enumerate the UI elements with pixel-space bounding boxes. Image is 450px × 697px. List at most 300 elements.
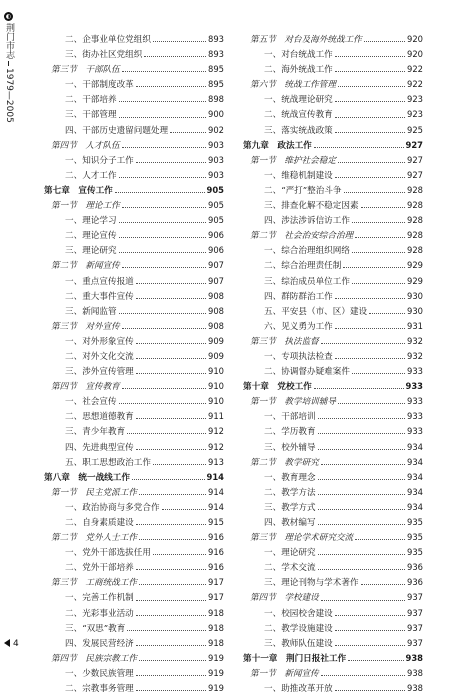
dot-leader bbox=[321, 600, 405, 601]
toc-entry-page: 913 bbox=[208, 456, 224, 467]
toc-entry-section bbox=[44, 530, 224, 545]
toc-entry-title: 第四节 宣传教育 bbox=[51, 382, 120, 393]
toc-entry-title: 第一节 民主党派工作 bbox=[51, 487, 137, 498]
toc-entry-title: 一、社会宣传 bbox=[65, 397, 117, 408]
toc-entry-page: 930 bbox=[407, 290, 423, 301]
dot-leader bbox=[119, 313, 206, 314]
toc-entry-section bbox=[44, 198, 224, 213]
dot-leader bbox=[361, 584, 405, 585]
toc-entry-page: 905 bbox=[208, 215, 224, 226]
toc-entry-page: 933 bbox=[407, 366, 423, 377]
toc-entry-title: 第四节 民族宗教工作 bbox=[51, 653, 137, 664]
toc-entry-page: 917 bbox=[208, 592, 224, 603]
dot-leader bbox=[122, 328, 206, 329]
dot-leader bbox=[321, 675, 405, 676]
toc-entry-sub bbox=[44, 349, 224, 364]
dot-leader bbox=[335, 132, 405, 133]
toc-entry-title: 四、涉法涉诉信访工作 bbox=[264, 216, 350, 227]
dot-leader bbox=[136, 86, 206, 87]
toc-entry-page: 905 bbox=[208, 200, 224, 211]
toc-entry-section bbox=[44, 575, 224, 590]
dot-leader bbox=[321, 464, 405, 465]
toc-entry-page: 933 bbox=[407, 426, 423, 437]
toc-entry-sub bbox=[243, 349, 423, 364]
toc-entry-sub bbox=[44, 168, 224, 183]
toc-entry-title: 一、少数民族管理 bbox=[65, 668, 134, 679]
toc-entry-sub bbox=[243, 485, 423, 500]
toc-entry-section bbox=[44, 379, 224, 394]
toc-entry-page: 937 bbox=[407, 607, 423, 618]
dot-leader bbox=[355, 539, 405, 540]
toc-entry-sub bbox=[44, 394, 224, 409]
toc-entry-title: 一、理论研究 bbox=[264, 548, 316, 559]
toc-entry-sub bbox=[44, 92, 224, 107]
toc-entry-page: 916 bbox=[208, 547, 224, 558]
toc-entry-page: 934 bbox=[407, 471, 423, 482]
dot-leader bbox=[162, 509, 206, 510]
toc-entry-title: 二、思想道德教育 bbox=[65, 412, 134, 423]
toc-entry-title: 二、自身素质建设 bbox=[65, 518, 134, 528]
toc-entry-title: 一、综合治理组织网络 bbox=[264, 246, 350, 257]
dot-leader bbox=[136, 343, 206, 344]
toc-entry-title: 三、落实统战政策 bbox=[264, 125, 333, 136]
toc-entry-page: 914 bbox=[208, 486, 224, 497]
toc-entry-page: 927 bbox=[407, 154, 423, 165]
toc-column-left bbox=[44, 32, 224, 696]
dot-leader bbox=[119, 222, 206, 223]
toc-entry-sub bbox=[44, 560, 224, 575]
dot-leader bbox=[364, 41, 405, 42]
toc-entry-sub bbox=[243, 304, 423, 319]
toc-entry-title: 第十一章 荆门日报社工作 bbox=[243, 653, 347, 664]
dot-leader bbox=[136, 675, 206, 676]
toc-entry-sub bbox=[44, 123, 224, 138]
toc-entry-title: 一、政治协商与多党合作 bbox=[65, 502, 160, 513]
toc-entry-section bbox=[44, 138, 224, 153]
toc-entry-page: 915 bbox=[208, 517, 224, 527]
toc-entry-page: 895 bbox=[208, 64, 224, 75]
dot-leader bbox=[136, 600, 206, 601]
toc-entry-sub bbox=[44, 364, 224, 379]
toc-entry-title: 一、知识分子工作 bbox=[65, 155, 134, 166]
toc-entry-page: 906 bbox=[208, 230, 224, 241]
toc-entry-page: 919 bbox=[208, 667, 224, 678]
toc-entry-sub bbox=[243, 575, 423, 590]
toc-entry-page: 917 bbox=[208, 577, 224, 588]
toc-entry-title: 一、对台统战工作 bbox=[264, 50, 333, 61]
toc-entry-title: 二、人才工作 bbox=[65, 170, 117, 181]
toc-entry-page: 898 bbox=[208, 94, 224, 105]
toc-entry-title: 五、平安县（市、区）建设 bbox=[264, 306, 368, 317]
toc-entry-section bbox=[44, 258, 224, 273]
toc-entry-sub bbox=[44, 77, 224, 92]
toc-entry-title: 三、干部管理 bbox=[65, 110, 117, 121]
toc-entry-page: 933 bbox=[407, 396, 423, 407]
toc-entry-title: 一、统战理论研究 bbox=[264, 95, 333, 106]
toc-entry-sub bbox=[44, 243, 224, 258]
header-divider bbox=[8, 61, 9, 66]
toc-entry-page: 931 bbox=[407, 320, 423, 331]
dot-leader bbox=[136, 283, 206, 284]
dot-leader bbox=[338, 403, 405, 404]
toc-entry-sub bbox=[243, 183, 423, 198]
toc-entry-title: 第三节 理论学术研究交流 bbox=[250, 533, 354, 544]
dot-leader bbox=[314, 388, 404, 389]
toc-entry-page: 928 bbox=[407, 184, 423, 195]
dot-leader bbox=[119, 101, 206, 102]
dot-leader bbox=[335, 358, 405, 359]
toc-entry-sub bbox=[44, 515, 224, 530]
toc-entry-sub bbox=[243, 62, 423, 77]
toc-entry-sub bbox=[44, 32, 224, 47]
toc-entry-section bbox=[243, 228, 423, 243]
toc-entry-title: 三、校外辅导 bbox=[264, 442, 316, 453]
dot-leader bbox=[119, 252, 206, 253]
toc-entry-sub bbox=[44, 606, 224, 621]
toc-entry-page: 937 bbox=[407, 637, 423, 648]
toc-entry-page: 918 bbox=[208, 622, 224, 633]
dot-leader bbox=[119, 117, 206, 118]
toc-entry-title: 第五节 对台及海外统战工作 bbox=[250, 35, 362, 45]
toc-entry-chapter bbox=[243, 651, 423, 666]
dot-leader bbox=[318, 494, 405, 495]
toc-entry-title: 一、对外形象宣传 bbox=[65, 336, 134, 347]
toc-entry-sub bbox=[243, 198, 423, 213]
toc-entry-page: 922 bbox=[407, 64, 423, 75]
toc-entry-page: 923 bbox=[407, 94, 423, 105]
toc-entry-page: 914 bbox=[206, 471, 224, 482]
toc-entry-sub bbox=[243, 107, 423, 122]
toc-entry-page: 937 bbox=[407, 622, 423, 633]
dot-leader bbox=[318, 509, 405, 510]
toc-entry-title: 三、新闻监管 bbox=[65, 306, 117, 317]
dot-leader bbox=[136, 358, 206, 359]
toc-entry-sub bbox=[44, 409, 224, 424]
toc-entry-sub bbox=[243, 424, 423, 439]
toc-entry-sub bbox=[44, 590, 224, 605]
dot-leader bbox=[136, 615, 206, 616]
toc-entry-title: 第八章 统一战线工作 bbox=[44, 472, 130, 483]
toc-entry-title: 四、先进典型宣传 bbox=[65, 442, 134, 453]
toc-entry-page: 935 bbox=[407, 532, 423, 543]
dot-leader bbox=[122, 207, 206, 208]
toc-entry-page: 935 bbox=[407, 547, 423, 558]
dot-leader bbox=[318, 524, 405, 525]
toc-entry-sub bbox=[243, 515, 423, 530]
dot-leader bbox=[153, 41, 206, 42]
toc-entry-page: 936 bbox=[407, 577, 423, 588]
toc-entry-sub bbox=[44, 455, 224, 470]
toc-entry-page: 908 bbox=[208, 305, 224, 316]
toc-entry-title: 一、校园校舍建设 bbox=[264, 608, 333, 619]
dot-leader bbox=[352, 222, 405, 223]
dot-leader bbox=[352, 283, 405, 284]
dot-leader bbox=[335, 101, 405, 102]
toc-entry-section bbox=[243, 394, 423, 409]
dot-leader bbox=[122, 71, 206, 72]
dot-leader bbox=[335, 328, 405, 329]
dot-leader bbox=[335, 645, 405, 646]
dot-leader bbox=[344, 192, 405, 193]
dot-leader bbox=[335, 71, 405, 72]
toc-entry-title: 二、“严打”整治斗争 bbox=[264, 185, 342, 196]
dot-leader bbox=[119, 403, 206, 404]
toc-entry-page: 914 bbox=[208, 501, 224, 512]
toc-entry-title: 一、专项执法检查 bbox=[264, 351, 333, 362]
toc-entry-page: 912 bbox=[208, 426, 224, 437]
toc-entry-sub bbox=[243, 606, 423, 621]
toc-entry-title: 二、统战宣传教育 bbox=[264, 110, 333, 121]
dot-leader bbox=[355, 237, 405, 238]
toc-entry-title: 第二节 社会治安综合治理 bbox=[250, 231, 354, 242]
dot-leader bbox=[348, 660, 403, 661]
toc-column-right bbox=[243, 32, 423, 696]
toc-entry-page: 934 bbox=[407, 456, 423, 467]
page-number-text: 4 bbox=[13, 639, 19, 649]
toc-entry-section bbox=[243, 334, 423, 349]
dot-leader bbox=[321, 343, 405, 344]
toc-entry-page: 907 bbox=[208, 275, 224, 286]
toc-entry-title: 三、理论刊物与学术著作 bbox=[264, 578, 359, 589]
dot-leader bbox=[136, 418, 206, 419]
toc-entry-sub bbox=[44, 274, 224, 289]
toc-entry-page: 906 bbox=[208, 245, 224, 256]
toc-entry-title: 三、教师队伍建设 bbox=[264, 638, 333, 649]
toc-entry-page: 938 bbox=[407, 667, 423, 678]
book-years: 1979—2005 bbox=[4, 68, 14, 123]
toc-entry-sub bbox=[243, 289, 423, 304]
dot-leader bbox=[335, 630, 405, 631]
toc-entry-chapter bbox=[44, 183, 224, 198]
toc-entry-page: 935 bbox=[407, 517, 423, 527]
toc-entry-sub bbox=[44, 621, 224, 636]
dot-leader bbox=[335, 177, 405, 178]
toc-entry-section bbox=[243, 77, 423, 92]
dot-leader bbox=[369, 313, 405, 314]
toc-entry-page: 905 bbox=[206, 184, 224, 195]
dot-leader bbox=[335, 117, 405, 118]
dot-leader bbox=[343, 267, 405, 268]
toc-entry-title: 四、发展民营经济 bbox=[65, 638, 134, 649]
toc-entry-sub bbox=[243, 440, 423, 455]
toc-entry-sub bbox=[243, 409, 423, 424]
toc-entry-page: 934 bbox=[407, 501, 423, 512]
dot-leader bbox=[338, 86, 405, 87]
dot-leader bbox=[127, 433, 206, 434]
toc-entry-title: 一、助推改革开放 bbox=[264, 684, 333, 695]
toc-entry-title: 第一节 理论工作 bbox=[51, 201, 120, 212]
toc-entry-title: 六、见义勇为工作 bbox=[264, 321, 333, 332]
toc-entry-title: 四、群防群治工作 bbox=[264, 291, 333, 302]
toc-entry-page: 927 bbox=[405, 139, 423, 150]
toc-entry-title: 二、综合治理责任制 bbox=[264, 261, 342, 272]
toc-entry-title: 第十章 党校工作 bbox=[243, 382, 312, 393]
toc-entry-page: 903 bbox=[208, 139, 224, 150]
toc-entry-page: 908 bbox=[208, 320, 224, 331]
dot-leader bbox=[139, 539, 206, 540]
toc-entry-page: 929 bbox=[407, 275, 423, 286]
toc-entry-page: 910 bbox=[208, 381, 224, 392]
dot-leader bbox=[139, 660, 206, 661]
toc-entry-page: 928 bbox=[407, 245, 423, 256]
dot-leader bbox=[132, 479, 205, 480]
toc-entry-title: 第一节 维护社会稳定 bbox=[250, 155, 336, 166]
toc-entry-page: 919 bbox=[208, 683, 224, 694]
toc-entry-section bbox=[44, 485, 224, 500]
toc-entry-sub bbox=[44, 440, 224, 455]
toc-entry-page: 910 bbox=[208, 366, 224, 377]
toc-entry-sub bbox=[44, 304, 224, 319]
toc-entry-sub bbox=[243, 470, 423, 485]
toc-entry-title: 第二节 教学研究 bbox=[250, 457, 319, 468]
toc-entry-title: 三、排查化解不稳定因素 bbox=[264, 201, 359, 212]
toc-entry-title: 四、干部历史遗留问题处理 bbox=[65, 125, 169, 136]
toc-entry-page: 937 bbox=[407, 592, 423, 603]
toc-entry-title: 三、教学方式 bbox=[264, 502, 316, 513]
dot-leader bbox=[352, 373, 405, 374]
toc-entry-sub bbox=[44, 228, 224, 243]
toc-entry-page: 909 bbox=[208, 335, 224, 346]
toc-entry-sub bbox=[44, 500, 224, 515]
toc-entry-sub bbox=[44, 213, 224, 228]
toc-entry-page: 910 bbox=[208, 396, 224, 407]
toc-entry-title: 第二节 新闻宣传 bbox=[51, 261, 120, 272]
toc-entry-section bbox=[243, 590, 423, 605]
toc-entry-page: 932 bbox=[407, 350, 423, 361]
dot-leader bbox=[115, 192, 205, 193]
toc-entry-title: 三、青少年教育 bbox=[65, 427, 126, 438]
toc-entry-sub bbox=[44, 545, 224, 560]
toc-entry-title: 二、党外干部培养 bbox=[65, 563, 134, 574]
dot-leader bbox=[136, 449, 206, 450]
toc-entry-sub bbox=[243, 636, 423, 651]
dot-leader bbox=[136, 569, 206, 570]
toc-entry-sub bbox=[44, 424, 224, 439]
toc-entry-title: 二、重大事件宣传 bbox=[65, 291, 134, 302]
toc-entry-page: 938 bbox=[405, 652, 423, 663]
toc-entry-sub bbox=[243, 500, 423, 515]
toc-entry-page: 909 bbox=[208, 350, 224, 361]
toc-entry-title: 第一节 教学培训辅导 bbox=[250, 397, 336, 408]
dot-leader bbox=[136, 162, 206, 163]
dot-leader bbox=[136, 645, 206, 646]
toc-entry-title: 二、学术交流 bbox=[264, 563, 316, 574]
toc-entry-sub bbox=[44, 47, 224, 62]
running-header-side-label bbox=[3, 12, 14, 123]
dot-leader bbox=[338, 162, 405, 163]
toc-entry-page: 918 bbox=[208, 607, 224, 618]
dot-leader bbox=[318, 433, 405, 434]
toc-entry-sub bbox=[44, 289, 224, 304]
toc-entry-sub bbox=[243, 621, 423, 636]
toc-entry-title: 第二节 党外人士工作 bbox=[51, 533, 137, 544]
toc-entry-page: 927 bbox=[407, 169, 423, 180]
toc-entry-sub bbox=[243, 681, 423, 696]
toc-entry-title: 二、理论宣传 bbox=[65, 231, 117, 242]
toc-entry-title: 二、干部培养 bbox=[65, 95, 117, 106]
toc-entry-page: 902 bbox=[208, 124, 224, 135]
toc-entry-title: 二、光彩事业活动 bbox=[65, 608, 134, 619]
toc-entry-title: 第六节 统战工作管理 bbox=[250, 80, 336, 91]
book-logo-icon: ◐ bbox=[5, 13, 12, 20]
toc-entry-page: 893 bbox=[208, 34, 224, 44]
toc-entry-page: 932 bbox=[407, 335, 423, 346]
toc-entry-title: 二、海外统战工作 bbox=[264, 65, 333, 76]
toc-entry-sub bbox=[44, 636, 224, 651]
dot-leader bbox=[318, 569, 405, 570]
toc-entry-chapter bbox=[243, 138, 423, 153]
toc-entry-page: 930 bbox=[407, 305, 423, 316]
toc-entry-sub bbox=[243, 168, 423, 183]
dot-leader bbox=[136, 373, 206, 374]
toc-entry-page: 903 bbox=[208, 169, 224, 180]
toc-entry-sub bbox=[243, 274, 423, 289]
toc-entry-title: 二、学历教育 bbox=[264, 427, 316, 438]
dot-leader bbox=[318, 418, 405, 419]
toc-entry-page: 936 bbox=[407, 562, 423, 573]
toc-entry-page: 895 bbox=[208, 79, 224, 90]
toc-entry-page: 900 bbox=[208, 109, 224, 120]
toc-entry-sub bbox=[243, 123, 423, 138]
toc-entry-title: 四、教材编写 bbox=[264, 518, 316, 528]
toc-entry-page: 923 bbox=[407, 109, 423, 120]
toc-entry-section bbox=[44, 62, 224, 77]
toc-entry-page: 928 bbox=[407, 230, 423, 241]
toc-entry-page: 934 bbox=[407, 441, 423, 452]
dot-leader bbox=[318, 479, 405, 480]
book-title: 荆门市志 bbox=[4, 23, 14, 59]
toc-entry-title: 第三节 执法监督 bbox=[250, 336, 319, 347]
toc-entry-page: 908 bbox=[208, 290, 224, 301]
dot-leader bbox=[136, 298, 206, 299]
dot-leader bbox=[119, 177, 206, 178]
toc-entry-page: 929 bbox=[407, 260, 423, 271]
toc-entry-title: 二、教学方法 bbox=[264, 487, 316, 498]
page-marker-icon bbox=[4, 639, 10, 647]
toc-entry-chapter bbox=[44, 470, 224, 485]
toc-entry-page: 918 bbox=[208, 637, 224, 648]
toc-entry-title: 一、党外干部选拔任用 bbox=[65, 548, 151, 559]
toc-entry-title: 一、重点宣传报道 bbox=[65, 276, 134, 287]
dot-leader bbox=[335, 298, 405, 299]
toc-entry-title: 第九章 政法工作 bbox=[243, 140, 312, 151]
toc-entry-section bbox=[243, 530, 423, 545]
toc-entry-sub bbox=[44, 681, 224, 696]
page-number bbox=[4, 639, 19, 649]
dot-leader bbox=[122, 267, 206, 268]
toc-entry-sub bbox=[243, 545, 423, 560]
toc-entry-page: 920 bbox=[407, 34, 423, 44]
toc-entry-title: 第三节 工商统战工作 bbox=[51, 578, 137, 589]
toc-entry-title: 一、干部培训 bbox=[264, 412, 316, 423]
dot-leader bbox=[170, 132, 206, 133]
toc-entry-title: 三、“双思”教育 bbox=[65, 623, 126, 634]
toc-entry-title: 一、维稳机制建设 bbox=[264, 170, 333, 181]
toc-entry-page: 925 bbox=[407, 124, 423, 135]
toc-entry-title: 一、干部制度改革 bbox=[65, 80, 134, 91]
toc-entry-title: 一、教育理念 bbox=[264, 472, 316, 483]
dot-leader bbox=[318, 449, 405, 450]
toc-entry-title: 第七章 宣传工作 bbox=[44, 185, 113, 196]
toc-entry-title: 第四节 学校建设 bbox=[250, 593, 319, 604]
toc-entry-sub bbox=[243, 243, 423, 258]
toc-entry-page: 919 bbox=[208, 652, 224, 663]
toc-entry-title: 第一节 新闻宣传 bbox=[250, 668, 319, 679]
dot-leader bbox=[335, 690, 405, 691]
toc-entry-page: 911 bbox=[208, 411, 224, 422]
dot-leader bbox=[153, 554, 206, 555]
dot-leader bbox=[144, 56, 206, 57]
